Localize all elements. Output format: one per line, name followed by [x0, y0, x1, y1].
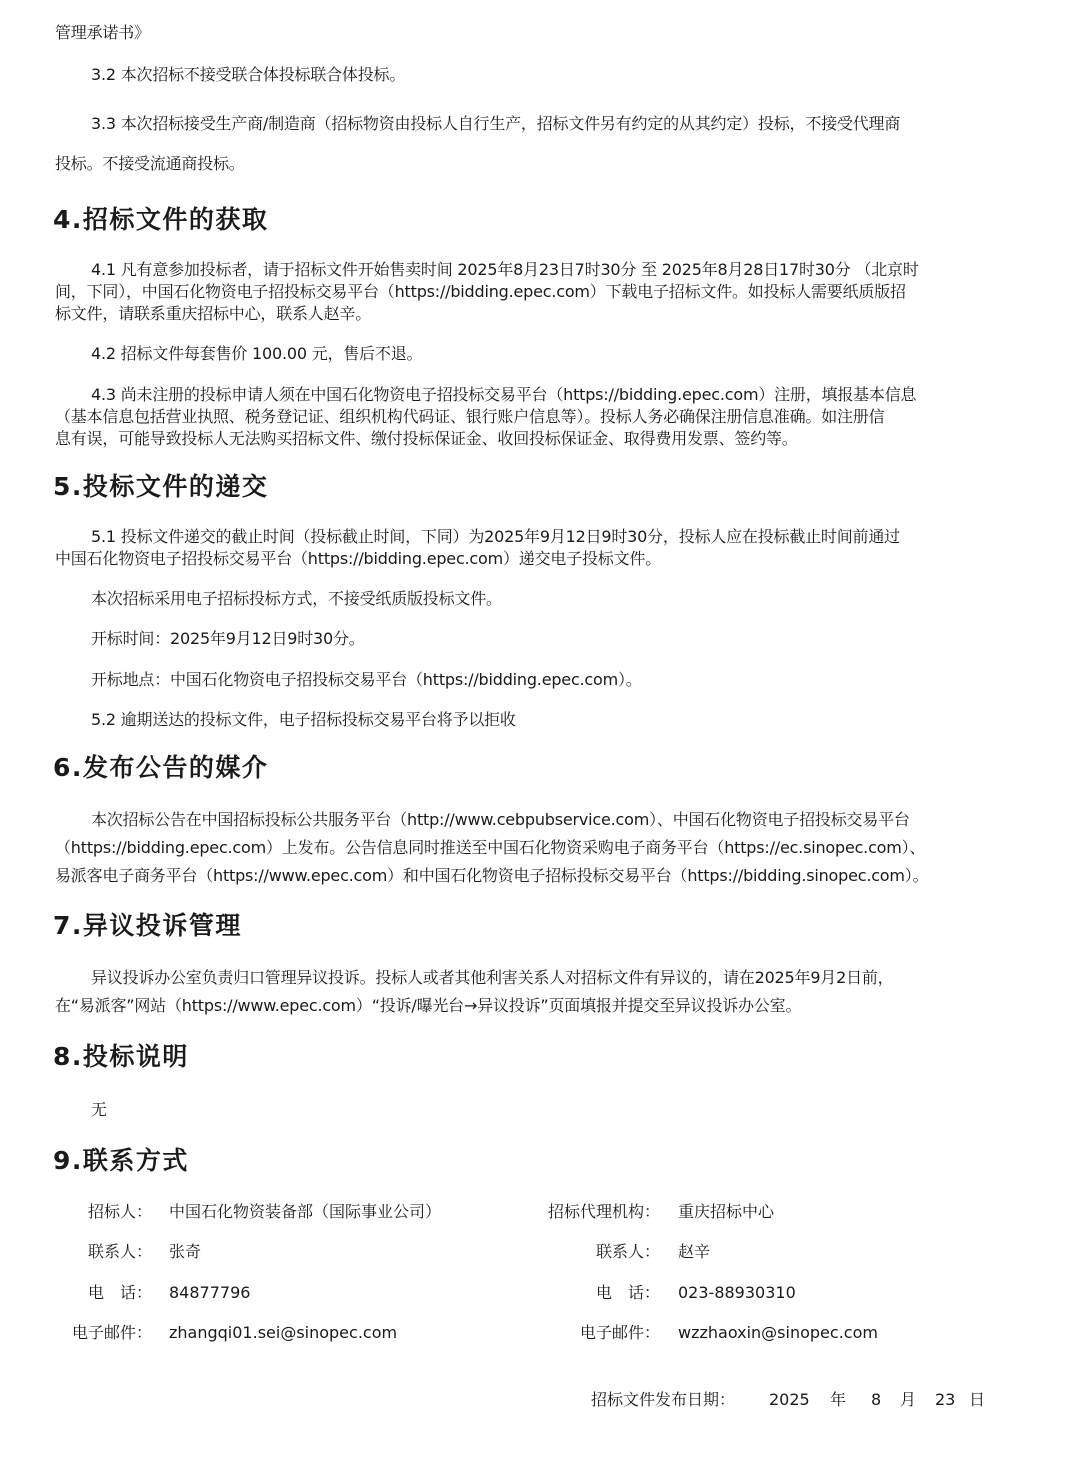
paragraph-4-2: 4.2 招标文件每套售价 100.00 元，售后不退。 — [91, 344, 423, 363]
paragraph-4-3-line3: 息有误，可能导致投标人无法购买招标文件、缴付投标保证金、收回投标保证金、取得费用发票、签约等。 — [55, 429, 798, 448]
paragraph-open-time: 开标时间：2025年9月12日9时30分。 — [91, 629, 365, 648]
publish-month: 8 — [871, 1390, 882, 1409]
paragraph-7-line1: 异议投诉办公室负责归口管理异议投诉。投标人或者其他利害关系人对招标文件有异议的，请在2025年9月2日前， — [91, 968, 894, 987]
paragraph-6-line1: 本次招标公告在中国招标投标公共服务平台（http://www.cebpubservice.com）、中国石化物资电子招投标交易平台 — [91, 810, 910, 829]
paragraph-4-3-line2: （基本信息包括营业执照、税务登记证、组织机构代码证、银行账户信息等）。投标人务必确保注册信息准确。如注册信 — [55, 407, 885, 426]
tenderer-label: 招标人： — [87, 1202, 152, 1221]
paragraph-7-line2: 在“易派客”网站（https://www.epec.com）“投诉/曝光台→异议投诉”页面填报并提交至异议投诉办公室。 — [55, 996, 802, 1015]
phone-value-right: 023-88930310 — [678, 1283, 796, 1302]
paragraph-3-2: 3.2 本次招标不接受联合体投标联合体投标。 — [91, 65, 406, 84]
paragraph-4-3-line1: 4.3 尚未注册的投标申请人须在中国石化物资电子招投标交易平台（https://bidding.epec.com）注册，填报基本信息 — [91, 385, 917, 404]
publish-day: 23 — [935, 1390, 956, 1409]
section-9-heading: 9.联系方式 — [53, 1146, 189, 1175]
paragraph-3-3-line1: 3.3 本次招标接受生产商/制造商（招标物资由投标人自行生产，招标文件另有约定的从其约定）投标，不接受代理商 — [91, 114, 901, 133]
section-8-heading: 8.投标说明 — [53, 1042, 189, 1071]
paragraph-8: 无 — [91, 1100, 107, 1119]
email-label-right: 电子邮件： — [579, 1323, 660, 1342]
paragraph-4-1-line3: 标文件，请联系重庆招标中心，联系人赵辛。 — [55, 304, 372, 323]
paragraph-6-line2: （https://bidding.epec.com）上发布。公告信息同时推送至中国石化物资采购电子商务平台（https://ec.sinopec.com）、 — [55, 838, 926, 857]
contact-label-right: 联系人： — [595, 1242, 660, 1261]
phone-label-left: 电 话： — [87, 1283, 152, 1302]
publish-month-unit: 月 — [900, 1390, 917, 1409]
publish-day-unit: 日 — [969, 1390, 986, 1409]
paragraph-5-1-line2: 中国石化物资电子招投标交易平台（https://bidding.epec.com）递交电子投标文件。 — [55, 549, 661, 568]
email-label-left: 电子邮件： — [71, 1323, 152, 1342]
section-5-heading: 5.投标文件的递交 — [53, 472, 269, 501]
email-value-right: wzzhaoxin@sinopec.com — [678, 1323, 878, 1342]
publish-date-label: 招标文件发布日期： — [591, 1390, 736, 1409]
contact-label-left: 联系人： — [87, 1242, 152, 1261]
contact-value-left: 张奇 — [169, 1242, 202, 1261]
text-line: 管理承诺书》 — [55, 23, 150, 42]
paragraph-method: 本次招标采用电子招标投标方式，不接受纸质版投标文件。 — [91, 589, 502, 608]
publish-year-unit: 年 — [830, 1390, 847, 1409]
paragraph-4-1-line2: 间，下同），中国石化物资电子招投标交易平台（https://bidding.epec.com）下载电子招标文件。如投标人需要纸质版招 — [55, 282, 906, 301]
paragraph-5-1-line1: 5.1 投标文件递交的截止时间（投标截止时间，下同）为2025年9月12日9时30分，投标人应在投标截止时间前通过 — [91, 527, 900, 546]
paragraph-4-1-line1: 4.1 凡有意参加投标者，请于招标文件开始售卖时间 2025年8月23日7时30分 至 2025年8月28日17时30分 （北京时 — [91, 260, 919, 279]
contact-value-right: 赵辛 — [678, 1242, 711, 1261]
email-value-left: zhangqi01.sei@sinopec.com — [169, 1323, 398, 1342]
phone-value-left: 84877796 — [169, 1283, 251, 1302]
section-6-heading: 6.发布公告的媒介 — [53, 753, 269, 782]
tenderer-value: 中国石化物资装备部（国际事业公司） — [169, 1202, 442, 1221]
agency-value: 重庆招标中心 — [678, 1202, 775, 1221]
publish-year: 2025 — [769, 1390, 810, 1409]
section-7-heading: 7.异议投诉管理 — [53, 911, 242, 940]
paragraph-open-place: 开标地点：中国石化物资电子招投标交易平台（https://bidding.epec.com）。 — [91, 670, 642, 689]
paragraph-3-3-line2: 投标。不接受流通商投标。 — [55, 154, 245, 173]
agency-label: 招标代理机构： — [547, 1202, 660, 1221]
paragraph-6-line3: 易派客电子商务平台（https://www.epec.com）和中国石化物资电子招标投标交易平台（https://bidding.sinopec.com）。 — [55, 866, 929, 885]
paragraph-5-2: 5.2 逾期送达的投标文件，电子招标投标交易平台将予以拒收 — [91, 710, 516, 729]
phone-label-right: 电 话： — [595, 1283, 660, 1302]
section-4-heading: 4.招标文件的获取 — [53, 205, 269, 234]
